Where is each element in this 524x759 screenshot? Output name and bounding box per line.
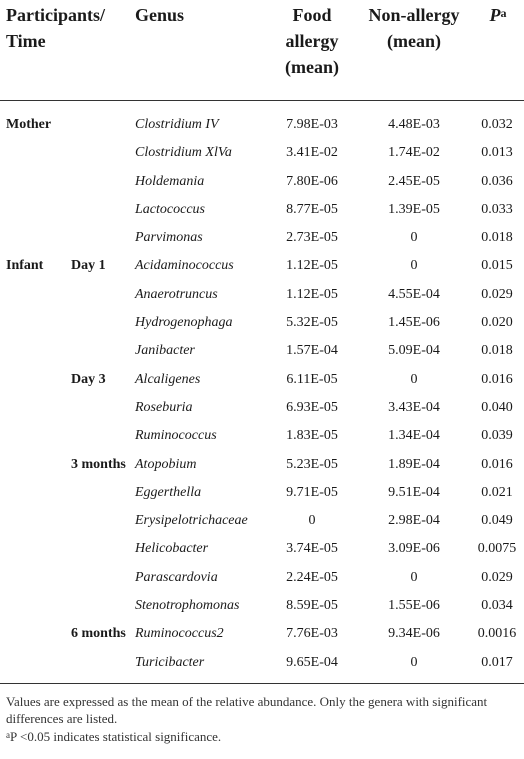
- header-participants-time: Participants/ Time: [6, 5, 105, 51]
- cell-non-allergy: 1.74E-02: [388, 145, 440, 161]
- header-food-allergy: Food allergy (mean): [285, 5, 339, 77]
- cell-time: 3 months: [71, 456, 126, 472]
- cell-food-allergy: 8.59E-05: [286, 598, 338, 614]
- cell-participant: Mother: [6, 117, 52, 132]
- cell-genus: Parvimonas: [135, 230, 203, 246]
- cell-genus: Turicibacter: [135, 654, 205, 670]
- table-row: [0, 337, 524, 365]
- cell-food-allergy: 6.11E-05: [286, 371, 338, 387]
- cell-p-value: 0.015: [481, 258, 513, 274]
- cell-p-value: 0.018: [481, 230, 513, 246]
- table-row: [0, 535, 524, 563]
- table-row: [0, 139, 524, 167]
- cell-food-allergy: 7.76E-03: [286, 626, 338, 642]
- cell-p-value: 0.013: [481, 145, 513, 161]
- table-body: [0, 101, 524, 677]
- cell-genus: Roseburia: [135, 399, 193, 415]
- cell-genus: Stenotrophomonas: [135, 598, 240, 614]
- cell-non-allergy: 3.09E-06: [388, 541, 440, 557]
- cell-p-value: 0.032: [481, 117, 513, 132]
- cell-food-allergy: 1.57E-04: [286, 343, 338, 359]
- header-p-label: P: [489, 5, 501, 25]
- cell-food-allergy: 2.24E-05: [286, 569, 338, 585]
- cell-non-allergy: 4.48E-03: [388, 117, 440, 132]
- cell-non-allergy: 0: [410, 230, 418, 246]
- cell-time: Day 1: [71, 258, 106, 274]
- cell-p-value: 0.033: [481, 201, 513, 217]
- cell-p-value: 0.020: [481, 315, 513, 331]
- cell-non-allergy: 2.45E-05: [388, 173, 440, 189]
- cell-time: Day 3: [71, 371, 106, 387]
- table-row: [0, 252, 524, 280]
- cell-p-value: 0.049: [481, 513, 513, 529]
- cell-non-allergy: 0: [410, 258, 418, 274]
- cell-genus: Ruminococcus: [135, 428, 217, 444]
- table-row: [0, 196, 524, 224]
- footnote-significance: [6, 728, 518, 746]
- cell-food-allergy: 5.32E-05: [286, 315, 338, 331]
- cell-genus: Hydrogenophaga: [135, 315, 233, 331]
- cell-genus: Anaerotruncus: [135, 286, 218, 302]
- cell-genus: Lactococcus: [135, 201, 205, 217]
- cell-non-allergy: 9.51E-04: [388, 484, 440, 500]
- cell-non-allergy: 1.45E-06: [388, 315, 440, 331]
- table-row: [0, 451, 524, 479]
- cell-food-allergy: 9.65E-04: [286, 654, 338, 670]
- cell-non-allergy: 1.55E-06: [388, 598, 440, 614]
- table-row: [0, 366, 524, 394]
- footnote-superscript: a: [6, 729, 10, 740]
- table-row: [0, 564, 524, 592]
- cell-food-allergy: 2.73E-05: [286, 230, 338, 246]
- table-header: [0, 0, 524, 101]
- cell-time: 6 months: [71, 626, 126, 642]
- cell-p-value: 0.016: [481, 371, 513, 387]
- footnote-values: Values are expressed as the mean of the relative abundance. Only the genera with significant differences are listed.: [6, 693, 488, 727]
- cell-genus: Helicobacter: [135, 541, 209, 557]
- cell-food-allergy: 1.83E-05: [286, 428, 338, 444]
- cell-p-value: 0.036: [481, 173, 513, 189]
- table-row: [0, 592, 524, 620]
- cell-genus: Janibacter: [135, 343, 195, 359]
- cell-food-allergy: 1.12E-05: [286, 258, 338, 274]
- table-row: [0, 507, 524, 535]
- cell-food-allergy: 8.77E-05: [286, 201, 338, 217]
- table-footnotes: [0, 684, 524, 746]
- cell-p-value: 0.0075: [477, 541, 517, 557]
- cell-p-value: 0.029: [481, 286, 513, 302]
- cell-food-allergy: 5.23E-05: [286, 456, 338, 472]
- cell-non-allergy: 1.34E-04: [388, 428, 440, 444]
- cell-food-allergy: 9.71E-05: [286, 484, 338, 500]
- table-row: [0, 309, 524, 337]
- cell-participant: Infant: [6, 258, 44, 274]
- cell-p-value: 0.016: [481, 456, 513, 472]
- header-p-superscript: a: [500, 6, 507, 20]
- cell-p-value: 0.021: [481, 484, 513, 500]
- table-row: [0, 168, 524, 196]
- cell-genus: Clostridium XlVa: [135, 145, 232, 161]
- cell-non-allergy: 2.98E-04: [388, 513, 440, 529]
- cell-non-allergy: 1.89E-04: [388, 456, 440, 472]
- cell-food-allergy: 0: [308, 513, 316, 529]
- cell-food-allergy: 3.74E-05: [286, 541, 338, 557]
- table-row: [0, 394, 524, 422]
- cell-p-value: 0.018: [481, 343, 513, 359]
- cell-non-allergy: 0: [410, 371, 418, 387]
- cell-food-allergy: 1.12E-05: [286, 286, 338, 302]
- cell-food-allergy: 6.93E-05: [286, 399, 338, 415]
- table-row: [0, 224, 524, 252]
- cell-food-allergy: 3.41E-02: [286, 145, 338, 161]
- cell-genus: Holdemania: [135, 173, 205, 189]
- footnote-significance-text: P <0.05 indicates statistical significance.: [10, 728, 222, 744]
- table-row: [0, 479, 524, 507]
- cell-genus: Alcaligenes: [135, 371, 201, 387]
- cell-p-value: 0.040: [481, 399, 513, 415]
- cell-non-allergy: 9.34E-06: [388, 626, 440, 642]
- cell-non-allergy: 3.43E-04: [388, 399, 440, 415]
- cell-genus: Eggerthella: [135, 484, 202, 500]
- cell-p-value: 0.029: [481, 569, 513, 585]
- cell-non-allergy: 0: [410, 654, 418, 670]
- cell-genus: Ruminococcus2: [135, 626, 224, 642]
- cell-genus: Parascardovia: [135, 569, 218, 585]
- cell-non-allergy: 0: [410, 569, 418, 585]
- table-row: [0, 422, 524, 450]
- cell-p-value: 0.039: [481, 428, 513, 444]
- cell-genus: Acidaminococcus: [135, 258, 234, 274]
- cell-food-allergy: 7.80E-06: [286, 173, 338, 189]
- cell-p-value: 0.0016: [477, 626, 517, 642]
- cell-genus: Clostridium IV: [135, 117, 219, 132]
- cell-food-allergy: 7.98E-03: [286, 117, 338, 132]
- cell-p-value: 0.034: [481, 598, 513, 614]
- cell-non-allergy: 5.09E-04: [388, 343, 440, 359]
- table-row: [0, 649, 524, 677]
- table-row: [0, 281, 524, 309]
- header-non-allergy: Non-allergy (mean): [368, 5, 460, 51]
- cell-non-allergy: 4.55E-04: [388, 286, 440, 302]
- cell-genus: Atopobium: [135, 456, 197, 472]
- cell-genus: Erysipelotrichaceae: [135, 513, 248, 529]
- header-genus: Genus: [135, 5, 185, 25]
- cell-non-allergy: 1.39E-05: [388, 201, 440, 217]
- table-row: [0, 620, 524, 648]
- cell-p-value: 0.017: [481, 654, 513, 670]
- table-row: [0, 111, 524, 139]
- header-p-value: [478, 2, 518, 28]
